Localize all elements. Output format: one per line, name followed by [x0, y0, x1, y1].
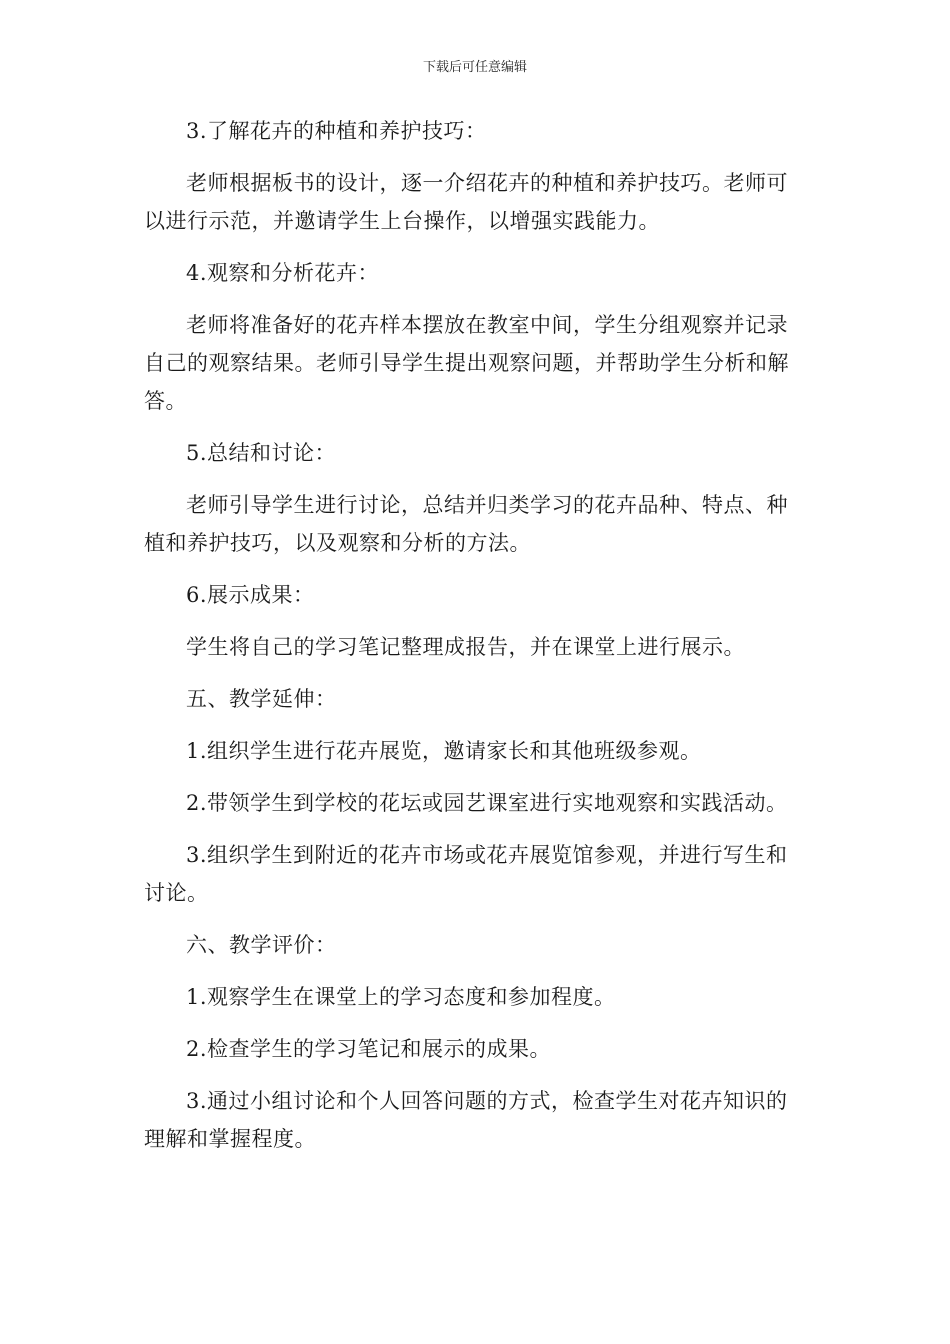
list-item: 1.观察学生在课堂上的学习态度和参加程度。 — [186, 985, 616, 1009]
section-heading: 4.观察和分析花卉： — [186, 261, 380, 285]
list-item: 3.通过小组讨论和个人回答问题的方式，检查学生对花卉知识的理解和掌握程度。 — [144, 1089, 788, 1151]
document-body — [144, 112, 808, 1172]
paragraph: 学生将自己的学习笔记整理成报告，并在课堂上进行展示。 — [186, 635, 745, 659]
list-item: 3.组织学生到附近的花卉市场或花卉展览馆参观，并进行写生和讨论。 — [144, 843, 788, 905]
page-header-note: 下载后可任意编辑 — [422, 60, 527, 75]
section-heading: 六、教学评价： — [186, 933, 337, 957]
paragraph: 老师引导学生进行讨论，总结并归类学习的花卉品种、特点、种植和养护技巧，以及观察和分析的方法。 — [144, 493, 788, 555]
section-heading: 3.了解花卉的种植和养护技巧： — [186, 119, 487, 143]
paragraph: 老师将准备好的花卉样本摆放在教室中间，学生分组观察并记录自己的观察结果。老师引导学生提出观察问题，并帮助学生分析和解答。 — [144, 313, 789, 413]
section-heading: 5.总结和讨论： — [186, 441, 337, 465]
paragraph: 老师根据板书的设计，逐一介绍花卉的种植和养护技巧。老师可以进行示范，并邀请学生上台操作，以增强实践能力。 — [144, 171, 788, 233]
list-item: 2.检查学生的学习笔记和展示的成果。 — [186, 1037, 552, 1061]
list-item: 2.带领学生到学校的花坛或园艺课室进行实地观察和实践活动。 — [186, 791, 788, 815]
list-item: 1.组织学生进行花卉展览，邀请家长和其他班级参观。 — [186, 739, 702, 763]
section-heading: 6.展示成果： — [186, 583, 315, 607]
section-heading: 五、教学延伸： — [186, 687, 337, 711]
